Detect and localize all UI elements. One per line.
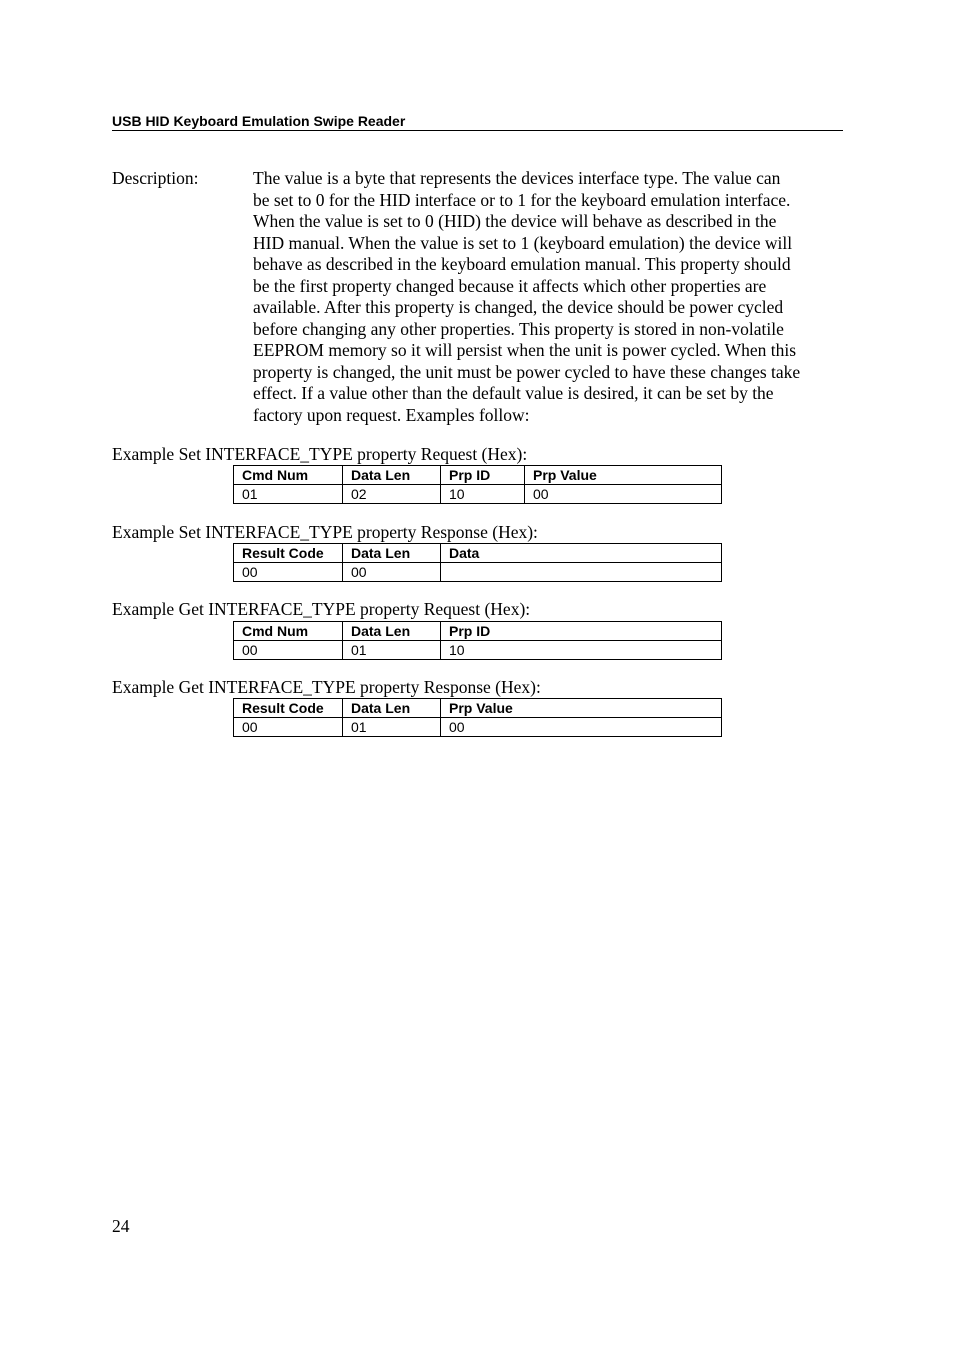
- table-row: [234, 485, 722, 504]
- table-cell: 10: [441, 641, 722, 660]
- example-get-response-title: Example Get INTERFACE_TYPE property Response (Hex):: [112, 677, 541, 697]
- description-line: HID manual. When the value is set to 1 (keyboard emulation) the device will: [253, 232, 793, 253]
- example-get-response-table: [233, 698, 722, 737]
- table-cell: 00: [234, 718, 343, 737]
- description-line: property is changed, the unit must be power cycled to have these changes take: [253, 361, 801, 382]
- column-header: Data: [441, 544, 722, 563]
- description-line: The value is a byte that represents the devices interface type. The value can: [253, 168, 781, 188]
- description-line: available. After this property is changed, the device should be power cycled: [253, 297, 784, 317]
- description-label: Description:: [112, 168, 199, 188]
- description-line: be set to 0 for the HID interface or to 1 for the keyboard emulation interface.: [253, 189, 791, 210]
- description-line: When the value is set to 0 (HID) the device will behave as described in the: [253, 211, 777, 231]
- table-row: [234, 563, 722, 582]
- table-cell: 01: [343, 641, 441, 660]
- page-header: USB HID Keyboard Emulation Swipe Reader: [112, 113, 843, 131]
- table-row: [234, 641, 722, 660]
- column-header: Result Code: [234, 699, 343, 718]
- table-cell: 00: [441, 718, 722, 737]
- table-cell: 01: [234, 485, 343, 504]
- column-header: Prp ID: [441, 466, 525, 485]
- table-header-row: [234, 622, 722, 641]
- example-set-request-title: Example Set INTERFACE_TYPE property Request (Hex):: [112, 444, 528, 464]
- column-header: Prp ID: [441, 622, 722, 641]
- description-line: before changing any other properties. This property is stored in non-volatile: [253, 318, 784, 339]
- column-header: Result Code: [234, 544, 343, 563]
- description-line: EEPROM memory so it will persist when the unit is power cycled. When this: [253, 340, 797, 360]
- example-set-response-table: [233, 543, 722, 582]
- example-get-request-table: [233, 621, 722, 660]
- column-header: Prp Value: [441, 699, 722, 718]
- column-header: Prp Value: [525, 466, 722, 485]
- table-cell: 00: [234, 563, 343, 582]
- example-set-response-title: Example Set INTERFACE_TYPE property Response (Hex):: [112, 522, 538, 542]
- column-header: Cmd Num: [234, 622, 343, 641]
- table-cell: 10: [441, 485, 525, 504]
- column-header: Cmd Num: [234, 466, 343, 485]
- description-line: effect. If a value other than the default value is desired, it can be set by the: [253, 383, 774, 403]
- description-line: behave as described in the keyboard emulation manual. This property should: [253, 254, 791, 274]
- table-row: [234, 718, 722, 737]
- table-header-row: [234, 699, 722, 718]
- table-header-row: [234, 544, 722, 563]
- column-header: Data Len: [343, 622, 441, 641]
- table-cell: 02: [343, 485, 441, 504]
- page-number: 24: [112, 1216, 130, 1236]
- description-line: be the first property changed because it affects which other properties are: [253, 275, 767, 296]
- description-text: [253, 168, 845, 426]
- example-set-request-table: [233, 465, 722, 504]
- description-line: factory upon request. Examples follow:: [253, 404, 530, 425]
- column-header: Data Len: [343, 699, 441, 718]
- table-cell: [441, 563, 722, 582]
- table-header-row: [234, 466, 722, 485]
- example-get-request-title: Example Get INTERFACE_TYPE property Request (Hex):: [112, 599, 531, 619]
- column-header: Data Len: [343, 544, 441, 563]
- table-cell: 00: [343, 563, 441, 582]
- table-cell: 00: [525, 485, 722, 504]
- table-cell: 01: [343, 718, 441, 737]
- column-header: Data Len: [343, 466, 441, 485]
- table-cell: 00: [234, 641, 343, 660]
